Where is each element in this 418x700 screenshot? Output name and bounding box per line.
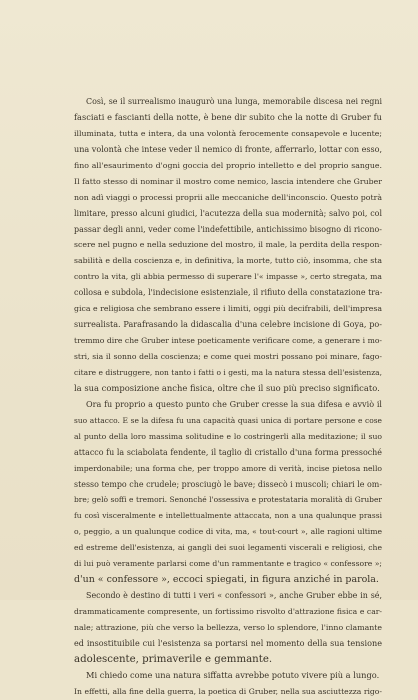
text-line: drammaticamente compresente, un fortissimo risvolto d'attrazione fisica e car- [74,607,382,616]
text-line: contro la vita, gli abbia permesso di superare l'« impasse », certo stregata, ma [74,272,382,282]
text-line: gica e religiosa che sembrano essere i limiti, oggi più decifrabili, dell'impresa [74,304,382,314]
text-line: fasciati e fascianti della notte, è bene dir subito che la notte di Gruber fu [74,111,382,122]
text-line: attacco fu la sciabolata fendente, il taglio di cristallo d'una forma pressoché [74,447,382,457]
text-line: bre; gelò soffi e tremori. Senonché l'ossessiva e protestataria moralità di Gruber [74,495,382,505]
text-line: adolescente, primaverile e gemmante. [74,653,273,665]
text-line: una volontà che intese veder il nemico di fronte, afferrarlo, lottar con esso, [74,143,382,154]
body-text [62,94,382,700]
text-line: non adì viaggi o processi proprii alle meccaniche dell'inconscio. Questo potrà [74,192,382,202]
text-line: stesso tempo che crudele; prosciugò le bave; dissecò i muscoli; chiari le om- [74,479,382,489]
text-line: suo attacco. E se la difesa fu una capacità quasi unica di portare persone e cose [74,415,382,425]
text-line: stri, sia il sonno della coscienza; e come quei mostri possano poi minare, fago- [74,352,382,361]
paragraph-3 [62,588,382,668]
text-line: tremmo dire che Gruber intese poeticamente verificare come, a generare i mo- [74,336,382,346]
text-line: limitare, presso alcuni giudici, l'acutezza della sua modernità; salvo poi, col [74,208,382,218]
text-line: Secondo è destino di tutti i veri « confessori », anche Gruber ebbe in sé, [86,591,382,601]
text-line: citare e distruggere, non tanto i fatti o i gesti, ma la natura stessa dell'esistenza, [74,367,382,377]
paragraph-1 [62,94,382,397]
text-line: In effetti, alla fine della guerra, la poetica di Gruber, nella sua asciuttezza rigo- [74,686,382,696]
paragraph-4 [62,668,382,700]
text-line: illuminata, tutta e intera, da una volontà ferocemente consapevole e lucente; [74,128,382,138]
text-line: imperdonabile; una forma che, per troppo amore di verità, incise pietosa nello [74,463,382,473]
text-line: o, peggio, a un qualunque codice di vita, ma, « tout-court », alle ragioni ultime [74,527,382,537]
text-line: fino all'esaurimento d'ogni goccia del proprio intelletto e del proprio sangue. [74,160,382,170]
text-line: ed estreme dell'esistenza, ai gangli dei suoi legamenti viscerali e religiosi, che [74,543,382,553]
text-line: al punto della loro massima solitudine e lo costringerli alla meditazione; il suo [74,431,382,441]
paragraph-2 [62,397,382,588]
text-line: fu così visceralmente e intellettualmente attaccata, non a una qualunque prassi [74,511,382,521]
text-line: Ora fu proprio a questo punto che Gruber cresse la sua difesa e avviò il [86,398,382,409]
text-line: ed insostituibile cui l'esistenza sa portarsi nel momento della sua tensione [74,637,382,648]
text-line: di lui può veramente parlarsi come d'un rammentante e tragico « confessore »; [74,559,382,569]
text-line: Così, se il surrealismo inaugurò una lunga, memorabile discesa nei regni [86,97,382,106]
text-line: surrealista. Parafrasando la didascalia d'una celebre incisione di Goya, po- [74,319,382,330]
text-line: la sua composizione anche fisica, oltre che il suo più preciso significato. [74,382,380,393]
text-line: passar degli anni, veder come l'indefettibile, antichissimo bisogno di ricono- [74,224,382,234]
text-line: d'un « confessore », eccoci spiegati, in figura anziché in parola. [74,574,379,586]
text-line: Il fatto stesso di nominar il mostro come nemico, lascia intendere che Gruber [74,176,382,186]
text-line: nale; attrazione, più che verso la bellezza, verso lo splendore, l'inno clamante [74,622,382,632]
text-line: scere nel pugno e nella seduzione del mostro, il male, la perdita della respon- [74,240,382,250]
text-line: sabilità e della coscienza e, in definitiva, la morte, tutto ciò, insomma, che sta [74,256,382,266]
text-line: collosa e subdola, l'indecisione esistenziale, il rifiuto della constatazione tra- [74,288,382,298]
text-line: Mi chiedo come una natura siffatta avrebbe potuto vivere più a lungo. [86,669,380,680]
